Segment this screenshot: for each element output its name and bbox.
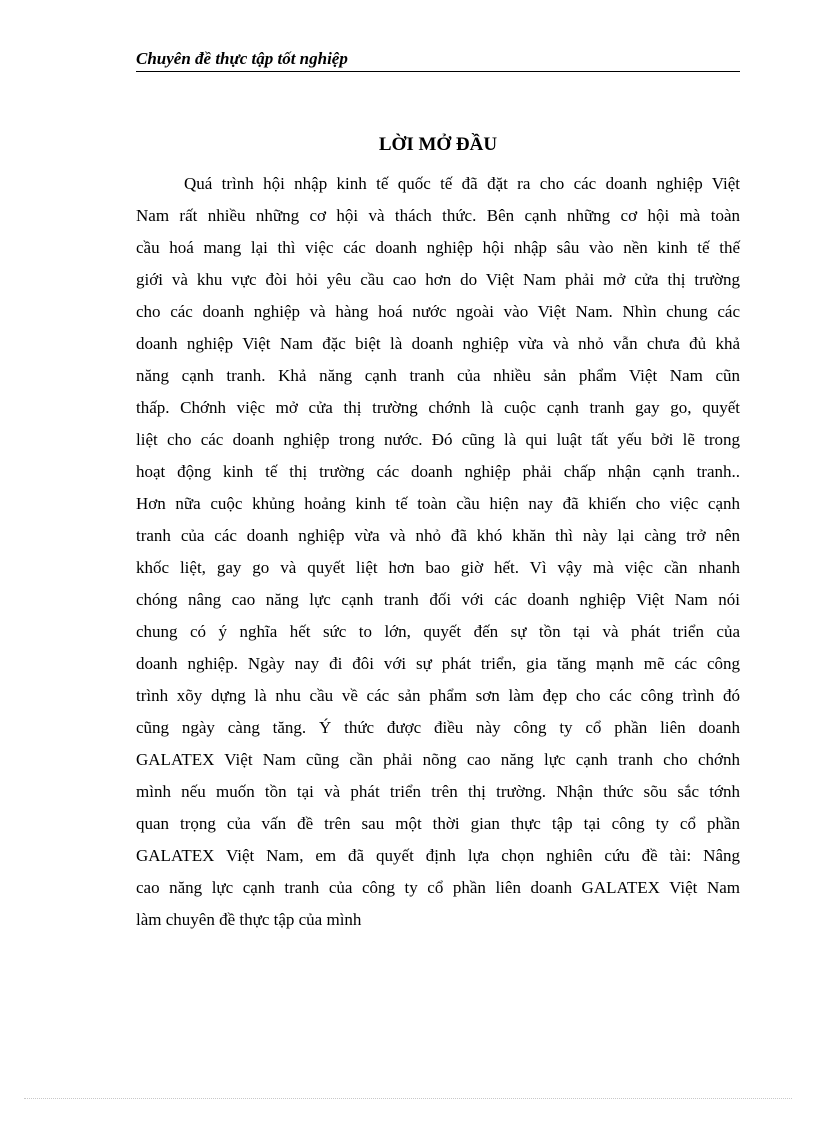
page-footer-divider bbox=[24, 1098, 792, 1099]
paragraph-line: liệt cho các doanh nghiệp trong nước. Đó cũng là qui luật tất yếu bởi lẽ trong bbox=[136, 430, 740, 449]
header-title: Chuyên đề thực tập tốt nghiệp bbox=[136, 49, 348, 68]
paragraph-line: trình xõy dựng là nhu cầu về các sản phẩm sơn làm đẹp cho các công trình đó bbox=[136, 686, 740, 705]
paragraph-line: doanh nghiệp Việt Nam đặc biệt là doanh nghiệp vừa và nhỏ vẫn chưa đủ khả bbox=[136, 334, 740, 353]
paragraph-line: cho các doanh nghiệp và hàng hoá nước ngoài vào Việt Nam. Nhìn chung các bbox=[136, 302, 740, 321]
body-paragraph bbox=[136, 168, 740, 936]
page-header bbox=[136, 50, 740, 72]
paragraph-line: cao năng lực cạnh tranh của công ty cổ phần liên doanh GALATEX Việt Nam bbox=[136, 878, 740, 897]
paragraph-line: chung có ý nghĩa hết sức to lớn, quyết đến sự tồn tại và phát triển của bbox=[136, 622, 740, 641]
page-title: LỜI MỞ ĐẦU bbox=[378, 134, 498, 155]
paragraph-line: tranh của các doanh nghiệp vừa và nhỏ đã khó khăn thì này lại càng trở nên bbox=[136, 526, 740, 545]
paragraph-line: giới và khu vực đòi hỏi yêu cầu cao hơn do Việt Nam phải mở cửa thị trường bbox=[136, 270, 740, 289]
paragraph-line: làm chuyên đề thực tập của mình bbox=[136, 910, 362, 929]
paragraph-line: thấp. Chớnh việc mở cửa thị trường chớnh là cuộc cạnh tranh gay go, quyết bbox=[136, 398, 740, 417]
paragraph-line: cầu hoá mang lại thì việc các doanh nghiệp hội nhập sâu vào nền kinh tế thế bbox=[136, 238, 740, 257]
paragraph-line: chóng nâng cao năng lực cạnh tranh đối với các doanh nghiệp Việt Nam nói bbox=[136, 590, 740, 609]
paragraph-line: Hơn nữa cuộc khủng hoảng kinh tế toàn cầu hiện nay đã khiến cho việc cạnh bbox=[136, 494, 740, 513]
paragraph-line: quan trọng của vấn đề trên sau một thời gian thực tập tại công ty cổ phần bbox=[136, 814, 740, 833]
paragraph-line: Quá trình hội nhập kinh tế quốc tế đã đặt ra cho các doanh nghiệp Việt bbox=[184, 174, 740, 193]
paragraph-line: GALATEX Việt Nam cũng cần phải nõng cao năng lực cạnh tranh cho chớnh bbox=[136, 750, 740, 769]
paragraph-line: Nam rất nhiều những cơ hội và thách thức. Bên cạnh những cơ hội mà toàn bbox=[136, 206, 740, 225]
paragraph-line: doanh nghiệp. Ngày nay đi đôi với sự phát triển, gia tăng mạnh mẽ các công bbox=[136, 654, 740, 673]
paragraph-line: năng cạnh tranh. Khả năng cạnh tranh của nhiều sản phẩm Việt Nam cũn bbox=[136, 366, 740, 385]
paragraph-line: mình nếu muốn tồn tại và phát triển trên thị trường. Nhận thức sõu sắc tớnh bbox=[136, 782, 740, 801]
paragraph-line: hoạt động kinh tế thị trường các doanh nghiệp phải chấp nhận cạnh tranh.. bbox=[136, 462, 740, 481]
paragraph-line: khốc liệt, gay go và quyết liệt hơn bao giờ hết. Vì vậy mà việc cần nhanh bbox=[136, 558, 740, 577]
paragraph-line: cũng ngày càng tăng. Ý thức được điều này công ty cổ phần liên doanh bbox=[136, 718, 740, 737]
paragraph-line: GALATEX Việt Nam, em đã quyết định lựa chọn nghiên cứu đề tài: Nâng bbox=[136, 846, 740, 865]
